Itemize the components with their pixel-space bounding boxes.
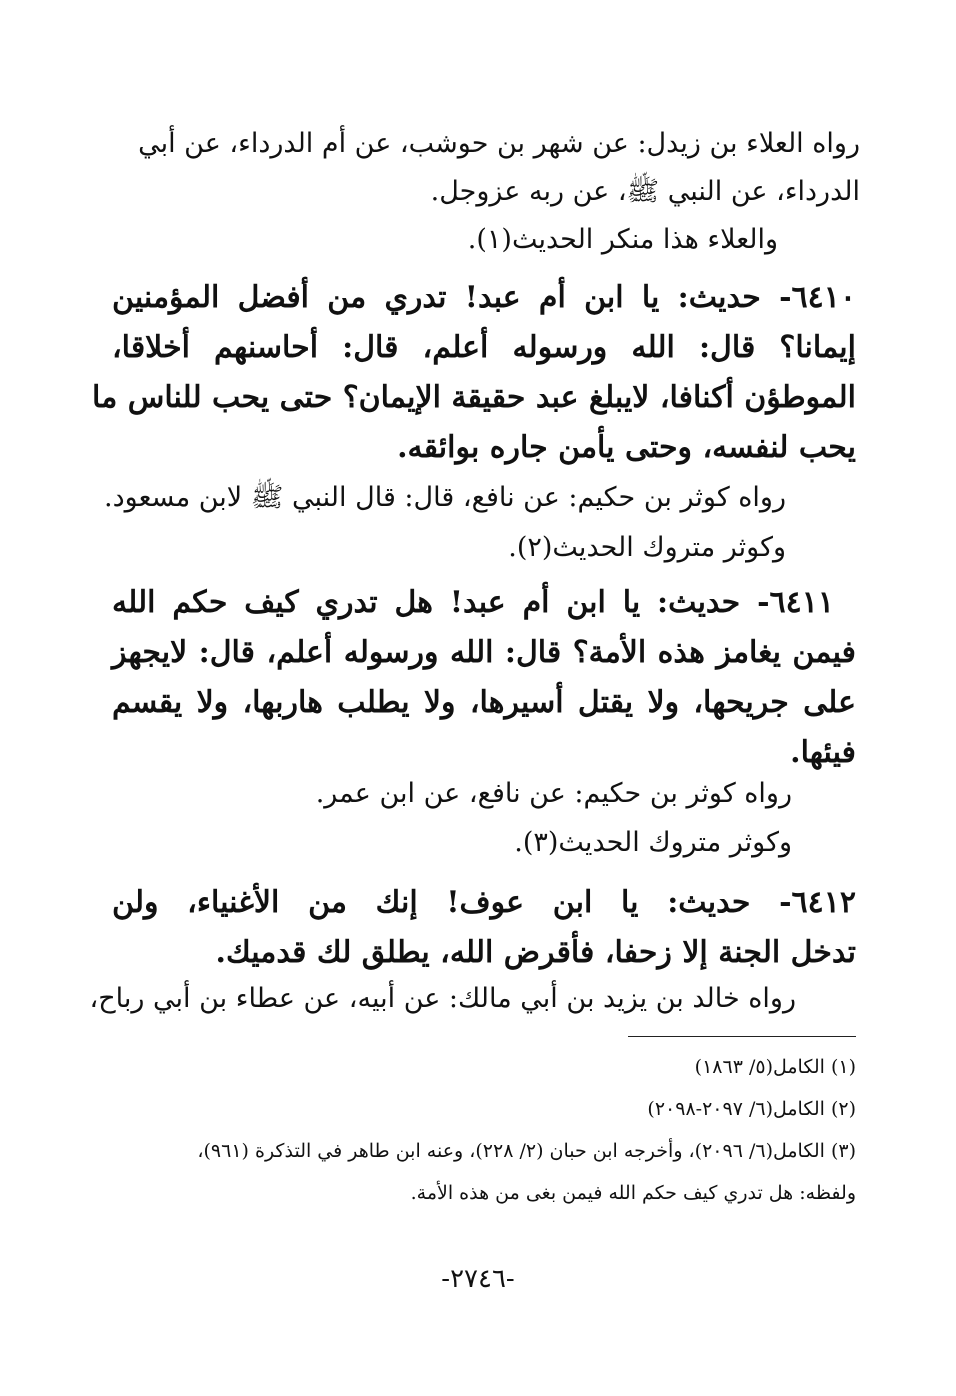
hadith-6411-line: فيئها. xyxy=(790,735,856,770)
paragraph-line: رواه كوثر بن حكيم: عن نافع، عن ابن عمر. xyxy=(315,778,792,809)
footnote-3-continued: ولفظه: هل تدري كيف حكم الله فيمن بغى من هذه الأمة. xyxy=(410,1182,856,1204)
page-number: -٢٧٤٦- xyxy=(441,1264,515,1294)
hadith-6412-line: تدخل الجنة إلا زحفا، فأقرض الله، يطلق لك قدميك. xyxy=(215,935,856,970)
hadith-6410-line: ٦٤١٠- حديث: يا ابن أم عبد! تدري من أفضل المؤمنين xyxy=(112,280,856,315)
paragraph-line: والعلاء هذا منكر الحديث(١). xyxy=(467,224,778,255)
paragraph-line: الدرداء، عن النبي ﷺ، عن ربه عزوجل. xyxy=(430,176,860,207)
paragraph-line: رواه كوثر بن حكيم: عن نافع، قال: قال النبي ﷺ لابن مسعود. xyxy=(104,482,786,513)
hadith-6411-line: ٦٤١١- حديث: يا ابن أم عبد! هل تدري كيف حكم الله xyxy=(112,585,834,620)
footnote-1: (١) الكامل(٥/ ١٨٦٣) xyxy=(694,1056,856,1078)
paragraph-line: رواه خالد بن يزيد بن أبي مالك: عن أبيه، عن عطاء بن أبي رباح، xyxy=(89,983,796,1014)
hadith-6411-line: على جريحها، ولا يقتل أسيرها، ولا يطلب هاربها، ولا يقسم xyxy=(112,685,856,720)
footnote-2: (٢) الكامل(٦/ ٢٠٩٧-٢٠٩٨) xyxy=(647,1098,856,1120)
hadith-6410-line: يحب لنفسه، وحتى يأمن جاره بوائقه. xyxy=(397,430,856,465)
hadith-6411-line: فيمن يغامز هذه الأمة؟ قال: الله ورسوله أعلم، قال: لايجهز xyxy=(112,635,856,670)
hadith-6412-line: ٦٤١٢- حديث: يا ابن عوف! إنك من الأغنياء، ولن xyxy=(112,885,856,920)
paragraph-line: وكوثر متروك الحديث(٣). xyxy=(514,827,792,858)
paragraph-line: وكوثر متروك الحديث(٢). xyxy=(508,532,786,563)
footnote-3: (٣) الكامل(٦/ ٢٠٩٦)، وأخرجه ابن حبان (٢/ ٢٢٨)، وعنه ابن طاهر في التذكرة (٩٦١)، xyxy=(197,1140,856,1162)
footnote-divider xyxy=(628,1036,856,1037)
hadith-6410-line: الموطؤن أكنافا، لايبلغ عبد حقيقة الإيمان؟ حتى يحب للناس ما xyxy=(92,380,856,415)
hadith-6410-line: إيمانا؟ قال: الله ورسوله أعلم، قال: أحاسنهم أخلاقا، xyxy=(112,330,856,365)
paragraph-line: رواه العلاء بن زيدل: عن شهر بن حوشب، عن أم الدرداء، عن أبي xyxy=(138,128,860,159)
